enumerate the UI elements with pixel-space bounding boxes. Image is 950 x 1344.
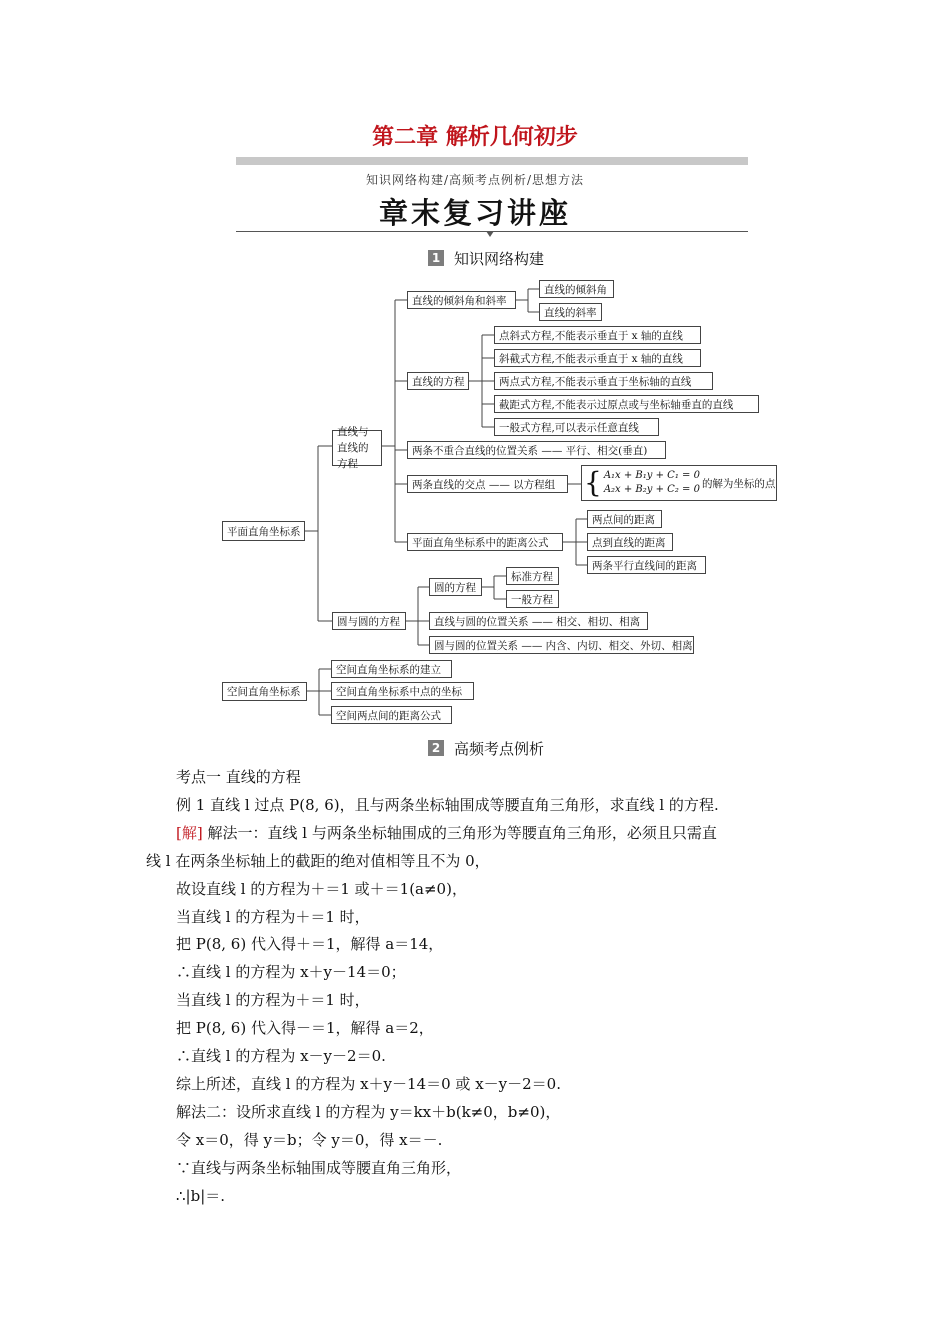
section-number-badge: 2 bbox=[428, 740, 444, 756]
node-general-equation: 一般方程 bbox=[506, 590, 559, 608]
solution-line: 故设直线 l 的方程为＋＝1 或＋＝1(a≠0)， bbox=[176, 880, 467, 898]
equation-2: A₂x + B₂y + C₂ = 0 bbox=[603, 484, 700, 495]
node-slope: 直线的斜率 bbox=[539, 303, 602, 321]
node-distance-formulas: 平面直角坐标系中的距离公式 bbox=[407, 533, 563, 551]
node-space-distance-formula: 空间两点间的距离公式 bbox=[331, 706, 452, 724]
node-line-position-relation: 两条不重合直线的位置关系 —— 平行、相交(垂直) bbox=[407, 441, 666, 459]
sub-navigation: 知识网络构建/高频考点例析/思想方法 bbox=[365, 173, 585, 187]
solution-line bbox=[176, 822, 717, 843]
node-intercept-form: 截距式方程,不能表示过原点或与坐标轴垂直的直线 bbox=[494, 395, 759, 413]
node-circle-circle-relation: 圆与圆的位置关系 —— 内含、内切、相交、外切、相离 bbox=[429, 636, 694, 654]
node-line-circle-relation: 直线与圆的位置关系 —— 相交、相切、相离 bbox=[429, 612, 648, 630]
chapter-title: 第二章 解析几何初步 bbox=[372, 125, 578, 150]
solution-tag: [解] bbox=[176, 824, 203, 842]
solution-line: 当直线 l 的方程为＋＝1 时， bbox=[176, 908, 370, 926]
node-general-form: 一般式方程,可以表示任意直线 bbox=[494, 418, 659, 436]
node-slope-intercept-form: 斜截式方程,不能表示垂直于 x 轴的直线 bbox=[494, 349, 701, 367]
node-line-and-equation: 直线与直线的方程 bbox=[332, 430, 382, 466]
solution-line: ∴直线 l 的方程为 x－y－2＝0. bbox=[176, 1047, 386, 1065]
node-point-slope-form: 点斜式方程,不能表示垂直于 x 轴的直线 bbox=[494, 326, 701, 344]
example-statement: 例 1 直线 l 过点 P(8, 6)，且与两条坐标轴围成等腰直角三角形，求直线 l 的方程. bbox=[176, 796, 719, 814]
node-circle-equations: 圆与圆的方程 bbox=[332, 612, 406, 630]
solution-line: 当直线 l 的方程为＋＝1 时， bbox=[176, 991, 370, 1009]
solution-line: 把 P(8, 6) 代入得－＝1，解得 a＝2， bbox=[176, 1019, 434, 1037]
node-line-intersection: 两条直线的交点 —— 以方程组 bbox=[407, 475, 568, 493]
equation-1: A₁x + B₁y + C₁ = 0 bbox=[603, 470, 700, 481]
section-number-badge: 1 bbox=[428, 250, 444, 266]
node-point-line-distance: 点到直线的距离 bbox=[587, 533, 673, 551]
node-standard-equation: 标准方程 bbox=[506, 567, 559, 585]
solution-text: 解法一：直线 l 与两条坐标轴围成的三角形为等腰直角三角形，必须且只需直 bbox=[202, 824, 717, 842]
solution-line: ∵直线与两条坐标轴围成等腰直角三角形， bbox=[176, 1159, 462, 1177]
node-inclination: 直线的倾斜角 bbox=[539, 280, 614, 298]
node-space-system-build: 空间直角坐标系的建立 bbox=[331, 660, 452, 678]
solution-line: 线 l 在两条坐标轴上的截距的绝对值相等且不为 0， bbox=[146, 852, 490, 870]
solution-line: ∴|b|＝. bbox=[176, 1187, 226, 1205]
main-title: 章末复习讲座 bbox=[378, 196, 571, 230]
solution-line: 解法二：设所求直线 l 的方程为 y＝kx＋b(k≠0，b≠0)， bbox=[176, 1103, 561, 1121]
node-parallel-lines-distance: 两条平行直线间的距离 bbox=[587, 556, 706, 574]
solution-line: ∴直线 l 的方程为 x＋y－14＝0； bbox=[176, 963, 406, 981]
solution-line: 把 P(8, 6) 代入得＋＝1，解得 a＝14， bbox=[176, 935, 444, 953]
node-circle-equation: 圆的方程 bbox=[429, 578, 482, 596]
topic-heading: 考点一 直线的方程 bbox=[176, 768, 301, 786]
section-label: 知识网络构建 bbox=[454, 249, 545, 268]
section-heading-2 bbox=[428, 737, 544, 759]
section-label: 高频考点例析 bbox=[454, 739, 545, 758]
node-space-coordinate-system: 空间直角坐标系 bbox=[222, 682, 307, 701]
node-point-point-distance: 两点间的距离 bbox=[587, 510, 662, 528]
node-line-equation: 直线的方程 bbox=[407, 372, 469, 390]
node-space-point-coordinates: 空间直角坐标系中点的坐标 bbox=[331, 682, 474, 700]
equation-suffix: 的解为坐标的点 bbox=[701, 477, 776, 490]
brace-symbol: { bbox=[584, 466, 602, 499]
node-two-point-form: 两点式方程,不能表示垂直于坐标轴的直线 bbox=[494, 372, 713, 390]
node-inclination-and-slope: 直线的倾斜角和斜率 bbox=[407, 291, 516, 309]
node-equation-system bbox=[581, 465, 777, 501]
solution-line: 综上所述，直线 l 的方程为 x＋y－14＝0 或 x－y－2＝0. bbox=[176, 1075, 561, 1093]
node-plane-coordinate-system: 平面直角坐标系 bbox=[222, 521, 305, 541]
solution-line: 令 x＝0，得 y＝b；令 y＝0，得 x＝－. bbox=[176, 1131, 443, 1149]
